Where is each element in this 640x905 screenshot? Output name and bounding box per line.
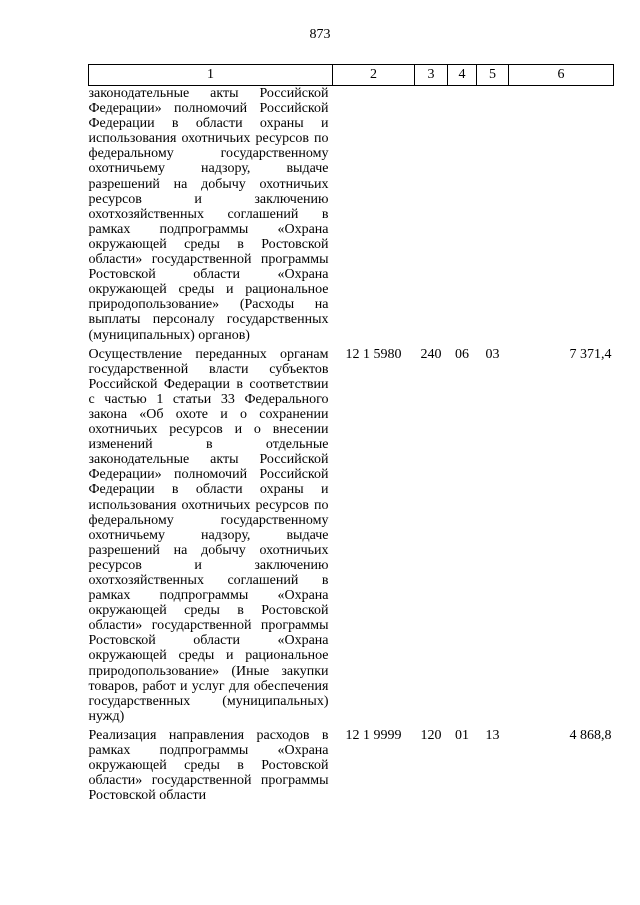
- column-header-amount: 6: [509, 65, 614, 86]
- row-expense-type: [415, 86, 448, 343]
- row-subsection: 03: [485, 346, 500, 362]
- row-description: Осуществление переданных органам государственной власти субъектов Российской Федерации в соответствии с частью 1 статьи 33 Федерального закона «Об охоте и о сохранении охотничьих ресурсов и о внесении изменений в отдельные законодательные акты Российской Федерации» полномочий Российской Федерации в области охраны и использования охотничьих ресурсов по федеральному государственному охотничьему надзору, выдаче разрешений на добычу охотничьих ресурсов и заключению охотхозяйственных соглашений в рамках подпрограммы «Охрана окружающей среды в Ростовской области» государственной программы Ростовской области «Охрана окружающей среды и рациональное природопользование» (Иные закупки товаров, работ и услуг для обеспечения государственных (муниципальных) нужд): [88, 346, 329, 724]
- row-target-article: 12 1 5980: [345, 346, 402, 362]
- row-section: 06: [455, 346, 469, 362]
- row-amount: 4 868,8: [569, 727, 612, 743]
- row-subsection: 13: [485, 727, 500, 743]
- row-description: Реализация направления расходов в рамках подпрограммы «Охрана окружающей среды в Ростовской области» государственной программы Ростовской области: [88, 727, 329, 804]
- row-amount: [509, 86, 614, 343]
- row-description: законодательные акты Российской Федерации» полномочий Российской Федерации в области охраны и использования охотничьих ресурсов по федеральному государственному охотничьему надзору, выдаче разрешений на добычу охотничьих ресурсов и заключению охотхозяйственных соглашений в рамках подпрограммы «Охрана окружающей среды в Ростовской области» государственной программы Ростовской области «Охрана окружающей среды и рациональное природопользование» (Расходы на выплаты персоналу государственных (муниципальных) органов): [88, 86, 329, 343]
- table-row: [89, 86, 614, 343]
- column-header-subsection: 5: [477, 65, 509, 86]
- row-description-cell: [89, 724, 333, 803]
- table-row: [89, 724, 614, 803]
- column-header-section: 4: [448, 65, 477, 86]
- row-expense-type: 120: [420, 727, 442, 743]
- column-header-target-article: 2: [333, 65, 415, 86]
- row-amount: 7 371,4: [569, 346, 612, 362]
- row-target-article: 12 1 9999: [345, 727, 402, 743]
- column-header-expense-type: 3: [415, 65, 448, 86]
- budget-table: [88, 64, 614, 803]
- row-target-article: [333, 86, 415, 343]
- row-section: [448, 86, 477, 343]
- row-section: 01: [455, 727, 469, 743]
- row-description-cell: [89, 343, 333, 724]
- table-row: [89, 343, 614, 724]
- row-subsection: [477, 86, 509, 343]
- table-header-row: [89, 65, 614, 86]
- row-expense-type: 240: [420, 346, 442, 362]
- column-header-description: 1: [89, 65, 333, 86]
- page-number: 873: [309, 27, 331, 42]
- row-description-cell: [89, 86, 333, 343]
